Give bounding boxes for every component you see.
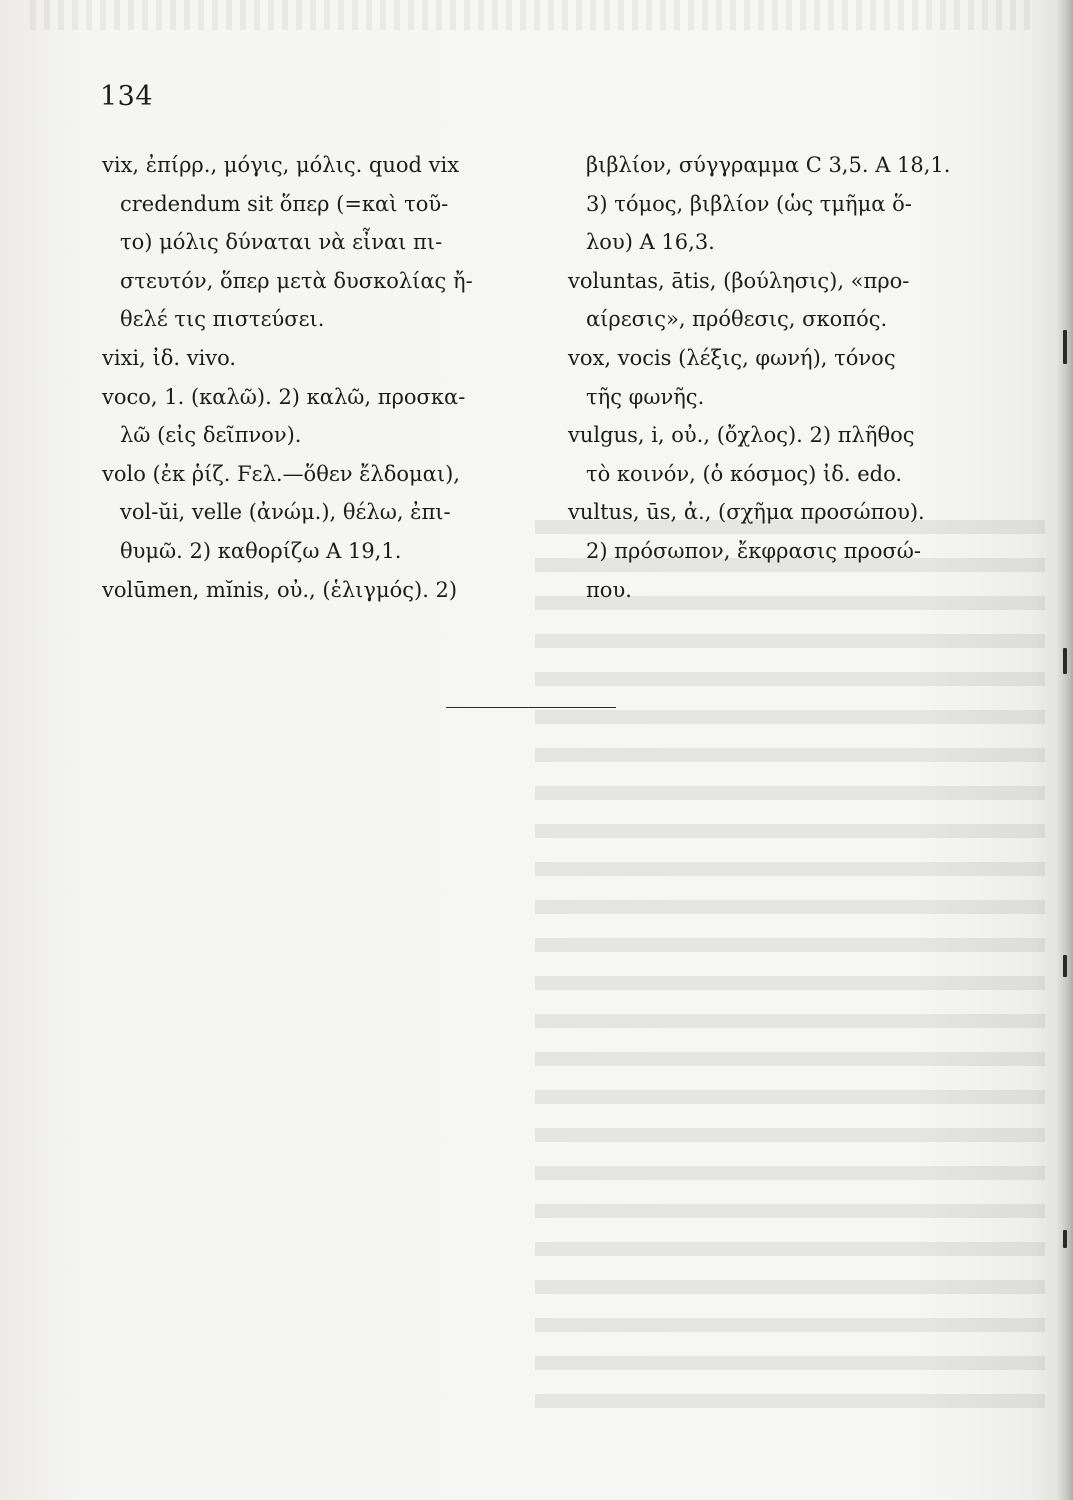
binding-mark [1063,1230,1067,1248]
text-line: vixi, ἰδ. vivo. [102,345,237,370]
bleed-through-texture [535,520,1045,1420]
text-line: 3) τόμος, βιβλίον (ὡς τμῆμα ὅ- [586,191,912,216]
text-line: θελέ τις πιστεύσει. [120,307,325,332]
text-line: λῶ (εἰς δεῖπνον). [120,423,302,448]
text-line: vulgus, i, οὐ., (ὄχλος). 2) πλῆθος [568,423,915,448]
text-line: credendum sit ὅπερ (=καὶ τοῦ- [120,191,449,216]
text-line: vox, vocis (λέξις, φωνή), τόνος [568,345,896,370]
page-edge-shadow [1057,0,1073,1500]
text-line: τὸ κοινόν, (ὁ κόσμος) ἰδ. edo. [586,461,903,486]
text-line: στευτόν, ὅπερ μετὰ δυσκολίας ἤ- [120,268,473,293]
text-line: βιβλίον, σύγγραμμα C 3,5. A 18,1. [586,153,951,177]
text-line: vol-ŭi, velle (ἀνώμ.), θέλω, ἐπι- [120,500,451,525]
text-line: 2) πρόσωπον, ἔκφρασις προσώ- [586,538,922,563]
binding-mark [1063,648,1067,674]
text-line: vultus, ūs, ἀ., (σχῆμα προσώπου). [568,500,925,525]
text-line: αίρεσις», πρόθεσις, σκοπός. [586,307,888,332]
text-line: τῆς φωνῆς. [586,384,705,409]
text-line: voluntas, ātis, (βούλησις), «προ- [568,268,910,293]
text-line: που. [586,577,632,602]
binding-mark [1063,955,1067,977]
bleed-through-texture [30,0,1030,30]
page-number: 134 [100,81,154,112]
text-line: θυμῶ. 2) καθορίζω A 19,1. [120,538,402,563]
text-line: το) μόλις δύναται νὰ εἶναι πι- [120,230,443,255]
text-line: volo (ἐκ ῥίζ. Ϝελ.—ὅθεν ἔλδομαι), [102,461,460,486]
text-line: voco, 1. (καλῶ). 2) καλῶ, προσκα- [102,384,466,409]
text-line: λου) A 16,3. [586,230,715,255]
section-end-rule [446,707,616,708]
left-column [102,146,542,609]
text-line: vix, ἐπίρρ., μόγις, μόλις. quod vix [102,153,460,177]
binding-mark [1063,330,1067,364]
right-column [568,146,1008,609]
text-line: volūmen, mĭnis, οὐ., (ἑλιγμός). 2) [102,577,458,602]
